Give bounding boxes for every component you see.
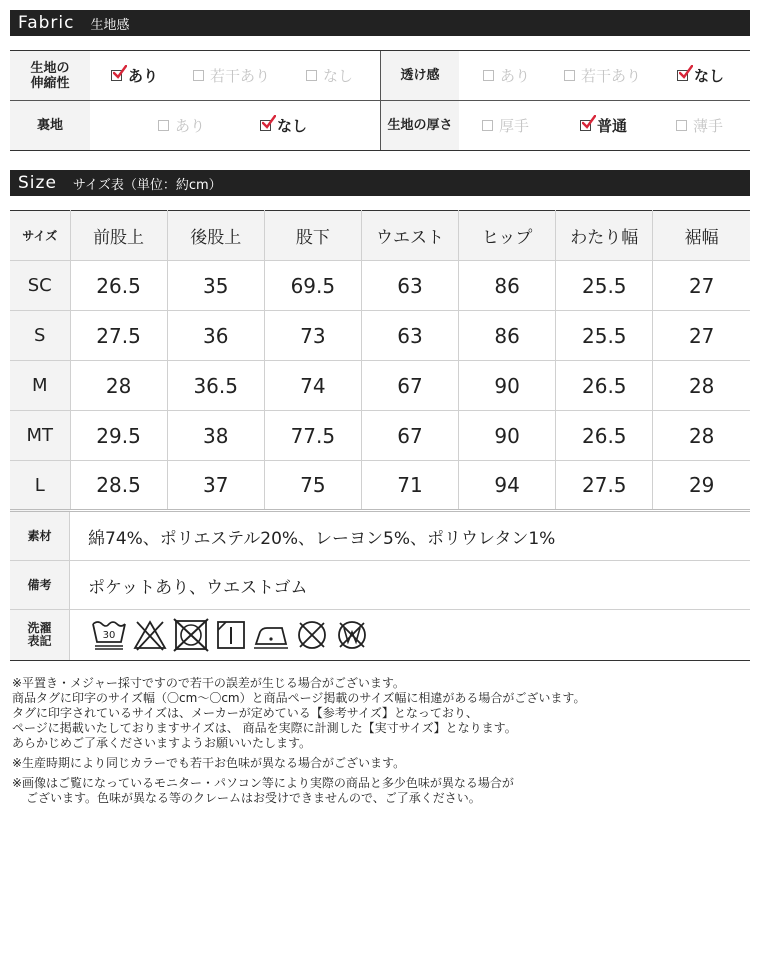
size-value-cell: 26.5 — [556, 411, 653, 461]
fabric-section-header — [10, 10, 750, 36]
care-icons — [70, 610, 370, 660]
note-line: タグに印字されているサイズは、メーカーが定めている【参考サイズ】となっており、 — [12, 706, 478, 720]
size-header-cell: サイズ — [10, 211, 70, 261]
size-value-cell: 25.5 — [556, 261, 653, 311]
size-header-row — [10, 211, 750, 261]
remarks-row — [10, 561, 750, 610]
line-dry-shade-icon — [214, 618, 248, 652]
size-value-cell: 67 — [361, 361, 458, 411]
check-mark-icon — [262, 115, 276, 129]
lining-option-yes: あり — [158, 101, 205, 150]
stretch-label: 生地の 伸縮性 — [10, 51, 90, 100]
size-value-cell: 90 — [459, 411, 556, 461]
check-mark-icon — [113, 65, 127, 79]
fabric-title-jp: 生地感 — [90, 17, 130, 33]
material-label: 素材 — [10, 512, 70, 560]
size-value-cell: 75 — [264, 461, 361, 511]
note-line: あらかじめご了承くださいますようお願いいたします。 — [12, 736, 312, 750]
no-tumble-dry-icon — [172, 618, 210, 652]
fabric-row-2 — [10, 101, 750, 150]
size-name-cell: M — [10, 361, 70, 411]
thickness-option-thin: 薄手 — [676, 101, 723, 150]
size-value-cell: 28 — [653, 411, 750, 461]
size-header-cell: 裾幅 — [653, 211, 750, 261]
note-line: ページに掲載いたしておりますサイズは、 商品を実際に計測した【実寸サイズ】となります。 — [12, 721, 517, 735]
size-value-cell: 74 — [264, 361, 361, 411]
size-value-cell: 25.5 — [556, 311, 653, 361]
stretch-option-slight: 若干あり — [193, 51, 270, 100]
size-value-cell: 77.5 — [264, 411, 361, 461]
size-value-cell: 36.5 — [167, 361, 264, 411]
care-label: 洗濯 表記 — [10, 610, 70, 660]
size-header-cell: 前股上 — [70, 211, 167, 261]
size-name-cell: S — [10, 311, 70, 361]
checkbox-icon — [676, 120, 687, 131]
no-dry-clean-icon — [294, 618, 330, 652]
size-name-cell: L — [10, 461, 70, 511]
no-wet-clean-icon — [334, 618, 370, 652]
sheer-option-no: なし — [677, 51, 724, 100]
lining-option-no: なし — [260, 101, 307, 150]
material-row — [10, 512, 750, 561]
size-title-en: Size — [18, 173, 57, 193]
size-value-cell: 90 — [459, 361, 556, 411]
size-value-cell: 63 — [361, 261, 458, 311]
checkbox-icon — [677, 70, 688, 81]
size-title-jp: サイズ表（単位：約cm） — [72, 177, 222, 193]
table-row — [10, 261, 750, 311]
size-value-cell: 38 — [167, 411, 264, 461]
material-value: 綿74%、ポリエステル20%、レーヨン5%、ポリウレタン1% — [88, 528, 556, 549]
size-section-header — [10, 170, 750, 196]
thickness-option-thick: 厚手 — [482, 101, 529, 150]
stretch-option-yes: あり — [111, 51, 158, 100]
size-value-cell: 29 — [653, 461, 750, 511]
size-name-cell: SC — [10, 261, 70, 311]
no-bleach-icon — [132, 618, 168, 652]
check-mark-icon — [679, 65, 693, 79]
sheer-option-yes: あり — [483, 51, 530, 100]
stretch-option-no: なし — [306, 51, 353, 100]
info-table — [10, 512, 750, 661]
size-value-cell: 28 — [653, 361, 750, 411]
checkbox-icon — [564, 70, 575, 81]
size-value-cell: 86 — [459, 261, 556, 311]
size-header-cell: わたり幅 — [556, 211, 653, 261]
size-value-cell: 29.5 — [70, 411, 167, 461]
wash-30-icon — [90, 618, 128, 652]
lining-label: 裏地 — [10, 101, 90, 150]
table-row — [10, 311, 750, 361]
checkbox-icon — [483, 70, 494, 81]
note-line: ございます。色味が異なる等のクレームはお受けできませんので、ご了承ください。 — [26, 791, 481, 805]
sheer-option-slight: 若干あり — [564, 51, 641, 100]
checkbox-icon — [260, 120, 271, 131]
iron-low-icon — [252, 618, 290, 652]
wash-temp-text: 30 — [102, 630, 116, 641]
size-header-cell: ヒップ — [459, 211, 556, 261]
remarks-label: 備考 — [10, 561, 70, 609]
size-value-cell: 27.5 — [556, 461, 653, 511]
size-value-cell: 37 — [167, 461, 264, 511]
care-row — [10, 610, 750, 660]
remarks-value: ポケットあり、ウエストゴム — [88, 577, 308, 598]
size-value-cell: 36 — [167, 311, 264, 361]
size-value-cell: 73 — [264, 311, 361, 361]
table-row — [10, 361, 750, 411]
size-value-cell: 26.5 — [556, 361, 653, 411]
size-value-cell: 71 — [361, 461, 458, 511]
size-value-cell: 26.5 — [70, 261, 167, 311]
checkbox-icon — [193, 70, 204, 81]
size-header-cell: 後股上 — [167, 211, 264, 261]
check-mark-icon — [582, 115, 596, 129]
table-row — [10, 461, 750, 511]
sheer-label: 透け感 — [381, 51, 459, 100]
fabric-row-1 — [10, 51, 750, 101]
fabric-table — [10, 50, 750, 151]
note-line: ※画像はご覧になっているモニター・パソコン等により実際の商品と多少色味が異なる場合が — [12, 776, 514, 790]
size-value-cell: 86 — [459, 311, 556, 361]
size-value-cell: 28 — [70, 361, 167, 411]
size-header-cell: ウエスト — [361, 211, 458, 261]
size-table — [10, 210, 750, 512]
thickness-option-normal: 普通 — [580, 101, 627, 150]
size-value-cell: 27.5 — [70, 311, 167, 361]
size-value-cell: 69.5 — [264, 261, 361, 311]
checkbox-icon — [580, 120, 591, 131]
table-row — [10, 411, 750, 461]
checkbox-icon — [482, 120, 493, 131]
fabric-title-en: Fabric — [18, 13, 75, 33]
notes — [12, 676, 748, 806]
size-value-cell: 67 — [361, 411, 458, 461]
size-value-cell: 28.5 — [70, 461, 167, 511]
checkbox-icon — [306, 70, 317, 81]
note-line: 商品タグに印字のサイズ幅（〇cm～〇cm）と商品ページ掲載のサイズ幅に相違がある場合がございます。 — [12, 691, 586, 705]
note-line: ※平置き・メジャー採寸ですので若干の誤差が生じる場合がございます。 — [12, 676, 405, 690]
size-value-cell: 35 — [167, 261, 264, 311]
size-value-cell: 27 — [653, 261, 750, 311]
size-value-cell: 94 — [459, 461, 556, 511]
thickness-label: 生地の厚さ — [381, 101, 459, 150]
size-name-cell: MT — [10, 411, 70, 461]
size-header-cell: 股下 — [264, 211, 361, 261]
checkbox-icon — [158, 120, 169, 131]
size-value-cell: 63 — [361, 311, 458, 361]
checkbox-icon — [111, 70, 122, 81]
size-value-cell: 27 — [653, 311, 750, 361]
note-line: ※生産時期により同じカラーでも若干お色味が異なる場合がございます。 — [12, 756, 406, 770]
